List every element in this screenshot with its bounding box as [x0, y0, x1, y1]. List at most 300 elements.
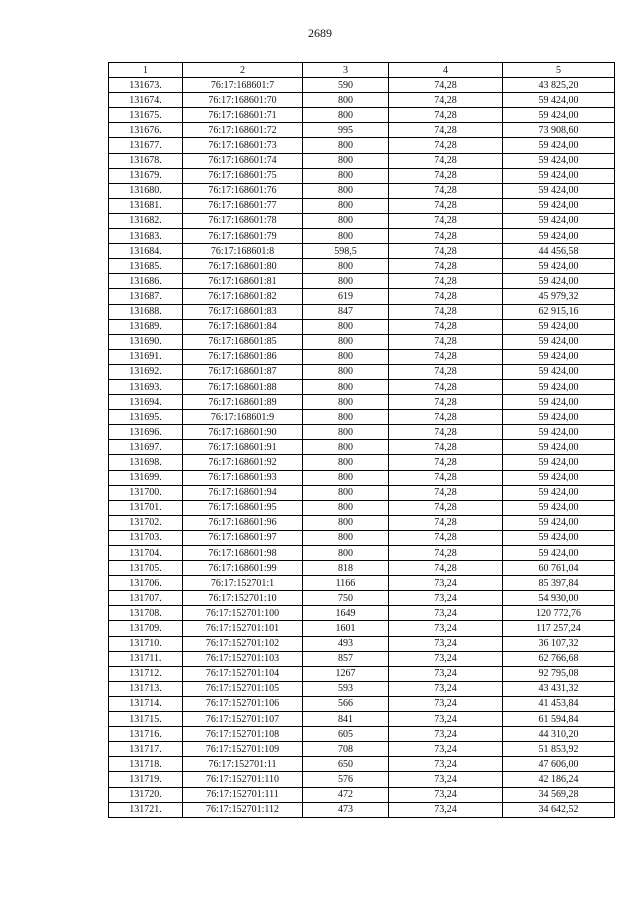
table-row: [109, 229, 615, 244]
rate-cell: 74,28: [389, 395, 503, 410]
cadastral-number-cell: 76:17:168601:76: [183, 183, 303, 198]
cadastral-number-cell: 76:17:168601:94: [183, 485, 303, 500]
rate-cell: 74,28: [389, 274, 503, 289]
amount-cell: 59 424,00: [503, 410, 615, 425]
table-row: [109, 485, 615, 500]
rate-cell: 74,28: [389, 244, 503, 259]
rate-cell: 74,28: [389, 546, 503, 561]
rate-cell: 74,28: [389, 500, 503, 515]
amount-cell: 59 424,00: [503, 546, 615, 561]
rate-cell: 73,24: [389, 802, 503, 817]
table-row: [109, 772, 615, 787]
table-row: [109, 153, 615, 168]
table-row: [109, 395, 615, 410]
rate-cell: 73,24: [389, 606, 503, 621]
amount-cell: 120 772,76: [503, 606, 615, 621]
area-cell: 800: [303, 425, 389, 440]
table-row: [109, 470, 615, 485]
row-number-cell: 131698.: [109, 455, 183, 470]
area-cell: 598,5: [303, 244, 389, 259]
rate-cell: 74,28: [389, 425, 503, 440]
cadastral-number-cell: 76:17:152701:104: [183, 666, 303, 681]
area-cell: 1601: [303, 621, 389, 636]
area-cell: 800: [303, 440, 389, 455]
area-cell: 800: [303, 485, 389, 500]
rate-cell: 73,24: [389, 712, 503, 727]
row-number-cell: 131701.: [109, 500, 183, 515]
row-number-cell: 131674.: [109, 93, 183, 108]
amount-cell: 59 424,00: [503, 455, 615, 470]
rate-cell: 74,28: [389, 379, 503, 394]
table-row: [109, 530, 615, 545]
area-cell: 800: [303, 259, 389, 274]
table-row: [109, 742, 615, 757]
table-row: [109, 93, 615, 108]
row-number-cell: 131705.: [109, 561, 183, 576]
cadastral-number-cell: 76:17:168601:98: [183, 546, 303, 561]
cadastral-number-cell: 76:17:168601:78: [183, 213, 303, 228]
row-number-cell: 131702.: [109, 515, 183, 530]
cadastral-number-cell: 76:17:168601:82: [183, 289, 303, 304]
amount-cell: 85 397,84: [503, 576, 615, 591]
table-row: [109, 213, 615, 228]
row-number-cell: 131694.: [109, 395, 183, 410]
cadastral-number-cell: 76:17:168601:97: [183, 530, 303, 545]
cadastral-number-cell: 76:17:152701:108: [183, 727, 303, 742]
table-row: [109, 364, 615, 379]
amount-cell: 44 310,20: [503, 727, 615, 742]
cadastral-number-cell: 76:17:168601:75: [183, 168, 303, 183]
amount-cell: 59 424,00: [503, 93, 615, 108]
rate-cell: 74,28: [389, 349, 503, 364]
amount-cell: 59 424,00: [503, 485, 615, 500]
area-cell: 800: [303, 153, 389, 168]
rate-cell: 73,24: [389, 696, 503, 711]
rate-cell: 74,28: [389, 530, 503, 545]
row-number-cell: 131719.: [109, 772, 183, 787]
table-header: [109, 63, 615, 78]
rate-cell: 73,24: [389, 681, 503, 696]
table-row: [109, 727, 615, 742]
table-row: [109, 319, 615, 334]
amount-cell: 62 766,68: [503, 651, 615, 666]
area-cell: 800: [303, 455, 389, 470]
row-number-cell: 131681.: [109, 198, 183, 213]
table-row: [109, 108, 615, 123]
area-cell: 1649: [303, 606, 389, 621]
column-header-1: 1: [109, 63, 183, 78]
amount-cell: 62 915,16: [503, 304, 615, 319]
table-row: [109, 500, 615, 515]
cadastral-number-cell: 76:17:168601:81: [183, 274, 303, 289]
row-number-cell: 131710.: [109, 636, 183, 651]
row-number-cell: 131682.: [109, 213, 183, 228]
row-number-cell: 131684.: [109, 244, 183, 259]
column-header-4: 4: [389, 63, 503, 78]
column-header-3: 3: [303, 63, 389, 78]
row-number-cell: 131699.: [109, 470, 183, 485]
amount-cell: 59 424,00: [503, 229, 615, 244]
cadastral-number-cell: 76:17:152701:11: [183, 757, 303, 772]
cadastral-number-cell: 76:17:168601:90: [183, 425, 303, 440]
rate-cell: 74,28: [389, 364, 503, 379]
rate-cell: 74,28: [389, 304, 503, 319]
area-cell: 566: [303, 696, 389, 711]
cadastral-number-cell: 76:17:168601:8: [183, 244, 303, 259]
cadastral-number-cell: 76:17:168601:79: [183, 229, 303, 244]
cadastral-number-cell: 76:17:168601:77: [183, 198, 303, 213]
cadastral-number-cell: 76:17:152701:103: [183, 651, 303, 666]
row-number-cell: 131691.: [109, 349, 183, 364]
table-row: [109, 802, 615, 817]
row-number-cell: 131683.: [109, 229, 183, 244]
table-body: [109, 78, 615, 818]
cadastral-number-cell: 76:17:168601:95: [183, 500, 303, 515]
row-number-cell: 131696.: [109, 425, 183, 440]
cadastral-number-cell: 76:17:152701:102: [183, 636, 303, 651]
cadastral-number-cell: 76:17:152701:112: [183, 802, 303, 817]
rate-cell: 73,24: [389, 727, 503, 742]
row-number-cell: 131713.: [109, 681, 183, 696]
amount-cell: 59 424,00: [503, 379, 615, 394]
area-cell: 800: [303, 93, 389, 108]
table-row: [109, 440, 615, 455]
area-cell: 800: [303, 546, 389, 561]
row-number-cell: 131678.: [109, 153, 183, 168]
area-cell: 750: [303, 591, 389, 606]
table-row: [109, 138, 615, 153]
registry-table: [108, 62, 615, 818]
cadastral-number-cell: 76:17:152701:111: [183, 787, 303, 802]
table-row: [109, 681, 615, 696]
cadastral-number-cell: 76:17:168601:92: [183, 455, 303, 470]
rate-cell: 74,28: [389, 78, 503, 93]
cadastral-number-cell: 76:17:152701:101: [183, 621, 303, 636]
rate-cell: 73,24: [389, 742, 503, 757]
area-cell: 1166: [303, 576, 389, 591]
row-number-cell: 131685.: [109, 259, 183, 274]
rate-cell: 74,28: [389, 485, 503, 500]
area-cell: 800: [303, 364, 389, 379]
rate-cell: 74,28: [389, 153, 503, 168]
rate-cell: 73,24: [389, 621, 503, 636]
area-cell: 818: [303, 561, 389, 576]
table-row: [109, 78, 615, 93]
amount-cell: 47 606,00: [503, 757, 615, 772]
table-row: [109, 666, 615, 681]
rate-cell: 73,24: [389, 591, 503, 606]
row-number-cell: 131695.: [109, 410, 183, 425]
cadastral-number-cell: 76:17:168601:93: [183, 470, 303, 485]
cadastral-number-cell: 76:17:168601:7: [183, 78, 303, 93]
amount-cell: 45 979,32: [503, 289, 615, 304]
table-row: [109, 696, 615, 711]
amount-cell: 59 424,00: [503, 319, 615, 334]
amount-cell: 44 456,58: [503, 244, 615, 259]
amount-cell: 59 424,00: [503, 183, 615, 198]
cadastral-number-cell: 76:17:168601:96: [183, 515, 303, 530]
rate-cell: 74,28: [389, 515, 503, 530]
rate-cell: 74,28: [389, 93, 503, 108]
rate-cell: 74,28: [389, 561, 503, 576]
rate-cell: 73,24: [389, 757, 503, 772]
amount-cell: 59 424,00: [503, 530, 615, 545]
amount-cell: 117 257,24: [503, 621, 615, 636]
amount-cell: 61 594,84: [503, 712, 615, 727]
amount-cell: 59 424,00: [503, 108, 615, 123]
amount-cell: 43 825,20: [503, 78, 615, 93]
page-number: 2689: [308, 26, 332, 40]
amount-cell: 59 424,00: [503, 349, 615, 364]
row-number-cell: 131679.: [109, 168, 183, 183]
table-row: [109, 546, 615, 561]
amount-cell: 92 795,08: [503, 666, 615, 681]
area-cell: 590: [303, 78, 389, 93]
amount-cell: 73 908,60: [503, 123, 615, 138]
area-cell: 576: [303, 772, 389, 787]
area-cell: 800: [303, 229, 389, 244]
area-cell: 800: [303, 274, 389, 289]
row-number-cell: 131714.: [109, 696, 183, 711]
amount-cell: 59 424,00: [503, 425, 615, 440]
area-cell: 800: [303, 515, 389, 530]
amount-cell: 59 424,00: [503, 500, 615, 515]
rate-cell: 74,28: [389, 319, 503, 334]
table-row: [109, 349, 615, 364]
amount-cell: 42 186,24: [503, 772, 615, 787]
table-row: [109, 259, 615, 274]
amount-cell: 59 424,00: [503, 259, 615, 274]
rate-cell: 73,24: [389, 787, 503, 802]
area-cell: 800: [303, 410, 389, 425]
area-cell: 800: [303, 349, 389, 364]
amount-cell: 34 642,52: [503, 802, 615, 817]
amount-cell: 59 424,00: [503, 440, 615, 455]
table-row: [109, 334, 615, 349]
table-row: [109, 515, 615, 530]
cadastral-number-cell: 76:17:168601:88: [183, 379, 303, 394]
area-cell: 800: [303, 395, 389, 410]
column-header-5: 5: [503, 63, 615, 78]
area-cell: 800: [303, 500, 389, 515]
area-cell: 708: [303, 742, 389, 757]
table-row: [109, 304, 615, 319]
amount-cell: 59 424,00: [503, 153, 615, 168]
cadastral-number-cell: 76:17:168601:91: [183, 440, 303, 455]
cadastral-number-cell: 76:17:168601:74: [183, 153, 303, 168]
rate-cell: 74,28: [389, 334, 503, 349]
row-number-cell: 131707.: [109, 591, 183, 606]
table-row: [109, 379, 615, 394]
row-number-cell: 131688.: [109, 304, 183, 319]
row-number-cell: 131715.: [109, 712, 183, 727]
table-row: [109, 183, 615, 198]
row-number-cell: 131686.: [109, 274, 183, 289]
row-number-cell: 131690.: [109, 334, 183, 349]
amount-cell: 43 431,32: [503, 681, 615, 696]
rate-cell: 73,24: [389, 636, 503, 651]
cadastral-number-cell: 76:17:168601:83: [183, 304, 303, 319]
amount-cell: 59 424,00: [503, 364, 615, 379]
area-cell: 800: [303, 108, 389, 123]
rate-cell: 74,28: [389, 229, 503, 244]
row-number-cell: 131703.: [109, 530, 183, 545]
area-cell: 847: [303, 304, 389, 319]
rate-cell: 73,24: [389, 666, 503, 681]
cadastral-number-cell: 76:17:152701:106: [183, 696, 303, 711]
table-row: [109, 410, 615, 425]
table-row: [109, 636, 615, 651]
rate-cell: 74,28: [389, 168, 503, 183]
cadastral-number-cell: 76:17:168601:80: [183, 259, 303, 274]
row-number-cell: 131687.: [109, 289, 183, 304]
row-number-cell: 131721.: [109, 802, 183, 817]
table-row: [109, 455, 615, 470]
rate-cell: 73,24: [389, 651, 503, 666]
area-cell: 800: [303, 183, 389, 198]
area-cell: 1267: [303, 666, 389, 681]
table-row: [109, 274, 615, 289]
column-header-2: 2: [183, 63, 303, 78]
cadastral-number-cell: 76:17:152701:100: [183, 606, 303, 621]
cadastral-number-cell: 76:17:168601:99: [183, 561, 303, 576]
table-row: [109, 757, 615, 772]
amount-cell: 59 424,00: [503, 515, 615, 530]
area-cell: 493: [303, 636, 389, 651]
row-number-cell: 131718.: [109, 757, 183, 772]
row-number-cell: 131675.: [109, 108, 183, 123]
amount-cell: 51 853,92: [503, 742, 615, 757]
row-number-cell: 131709.: [109, 621, 183, 636]
cadastral-number-cell: 76:17:168601:85: [183, 334, 303, 349]
row-number-cell: 131706.: [109, 576, 183, 591]
amount-cell: 59 424,00: [503, 198, 615, 213]
rate-cell: 74,28: [389, 123, 503, 138]
area-cell: 800: [303, 168, 389, 183]
rate-cell: 74,28: [389, 289, 503, 304]
cadastral-number-cell: 76:17:168601:84: [183, 319, 303, 334]
cadastral-number-cell: 76:17:152701:10: [183, 591, 303, 606]
area-cell: 605: [303, 727, 389, 742]
table-row: [109, 606, 615, 621]
area-cell: 800: [303, 530, 389, 545]
area-cell: 800: [303, 334, 389, 349]
area-cell: 650: [303, 757, 389, 772]
table-row: [109, 244, 615, 259]
cadastral-number-cell: 76:17:168601:89: [183, 395, 303, 410]
table-row: [109, 168, 615, 183]
amount-cell: 59 424,00: [503, 274, 615, 289]
table-row: [109, 576, 615, 591]
area-cell: 473: [303, 802, 389, 817]
area-cell: 995: [303, 123, 389, 138]
table-row: [109, 123, 615, 138]
row-number-cell: 131673.: [109, 78, 183, 93]
cadastral-number-cell: 76:17:152701:110: [183, 772, 303, 787]
amount-cell: 41 453,84: [503, 696, 615, 711]
area-cell: 593: [303, 681, 389, 696]
row-number-cell: 131708.: [109, 606, 183, 621]
row-number-cell: 131693.: [109, 379, 183, 394]
row-number-cell: 131689.: [109, 319, 183, 334]
table-row: [109, 591, 615, 606]
cadastral-number-cell: 76:17:168601:86: [183, 349, 303, 364]
row-number-cell: 131712.: [109, 666, 183, 681]
row-number-cell: 131711.: [109, 651, 183, 666]
amount-cell: 59 424,00: [503, 395, 615, 410]
area-cell: 800: [303, 319, 389, 334]
amount-cell: 34 569,28: [503, 787, 615, 802]
amount-cell: 59 424,00: [503, 138, 615, 153]
area-cell: 800: [303, 470, 389, 485]
table-row: [109, 787, 615, 802]
header-row: [109, 63, 615, 78]
table-row: [109, 561, 615, 576]
rate-cell: 74,28: [389, 198, 503, 213]
rate-cell: 74,28: [389, 455, 503, 470]
row-number-cell: 131717.: [109, 742, 183, 757]
row-number-cell: 131716.: [109, 727, 183, 742]
rate-cell: 74,28: [389, 259, 503, 274]
cadastral-number-cell: 76:17:152701:1: [183, 576, 303, 591]
rate-cell: 74,28: [389, 138, 503, 153]
cadastral-number-cell: 76:17:168601:9: [183, 410, 303, 425]
rate-cell: 73,24: [389, 576, 503, 591]
area-cell: 800: [303, 379, 389, 394]
row-number-cell: 131677.: [109, 138, 183, 153]
table-row: [109, 198, 615, 213]
table-row: [109, 621, 615, 636]
amount-cell: 59 424,00: [503, 470, 615, 485]
amount-cell: 36 107,32: [503, 636, 615, 651]
cadastral-number-cell: 76:17:168601:71: [183, 108, 303, 123]
cadastral-number-cell: 76:17:152701:107: [183, 712, 303, 727]
row-number-cell: 131697.: [109, 440, 183, 455]
row-number-cell: 131704.: [109, 546, 183, 561]
row-number-cell: 131676.: [109, 123, 183, 138]
cadastral-number-cell: 76:17:168601:87: [183, 364, 303, 379]
table-row: [109, 425, 615, 440]
cadastral-number-cell: 76:17:168601:70: [183, 93, 303, 108]
rate-cell: 73,24: [389, 772, 503, 787]
area-cell: 800: [303, 198, 389, 213]
rate-cell: 74,28: [389, 470, 503, 485]
amount-cell: 60 761,04: [503, 561, 615, 576]
area-cell: 619: [303, 289, 389, 304]
table-row: [109, 651, 615, 666]
cadastral-number-cell: 76:17:168601:72: [183, 123, 303, 138]
rate-cell: 74,28: [389, 213, 503, 228]
row-number-cell: 131680.: [109, 183, 183, 198]
area-cell: 841: [303, 712, 389, 727]
row-number-cell: 131700.: [109, 485, 183, 500]
table-row: [109, 712, 615, 727]
area-cell: 857: [303, 651, 389, 666]
rate-cell: 74,28: [389, 440, 503, 455]
amount-cell: 54 930,00: [503, 591, 615, 606]
row-number-cell: 131692.: [109, 364, 183, 379]
rate-cell: 74,28: [389, 183, 503, 198]
area-cell: 800: [303, 138, 389, 153]
cadastral-number-cell: 76:17:152701:109: [183, 742, 303, 757]
rate-cell: 74,28: [389, 410, 503, 425]
area-cell: 472: [303, 787, 389, 802]
rate-cell: 74,28: [389, 108, 503, 123]
amount-cell: 59 424,00: [503, 168, 615, 183]
amount-cell: 59 424,00: [503, 213, 615, 228]
table-row: [109, 289, 615, 304]
cadastral-number-cell: 76:17:152701:105: [183, 681, 303, 696]
